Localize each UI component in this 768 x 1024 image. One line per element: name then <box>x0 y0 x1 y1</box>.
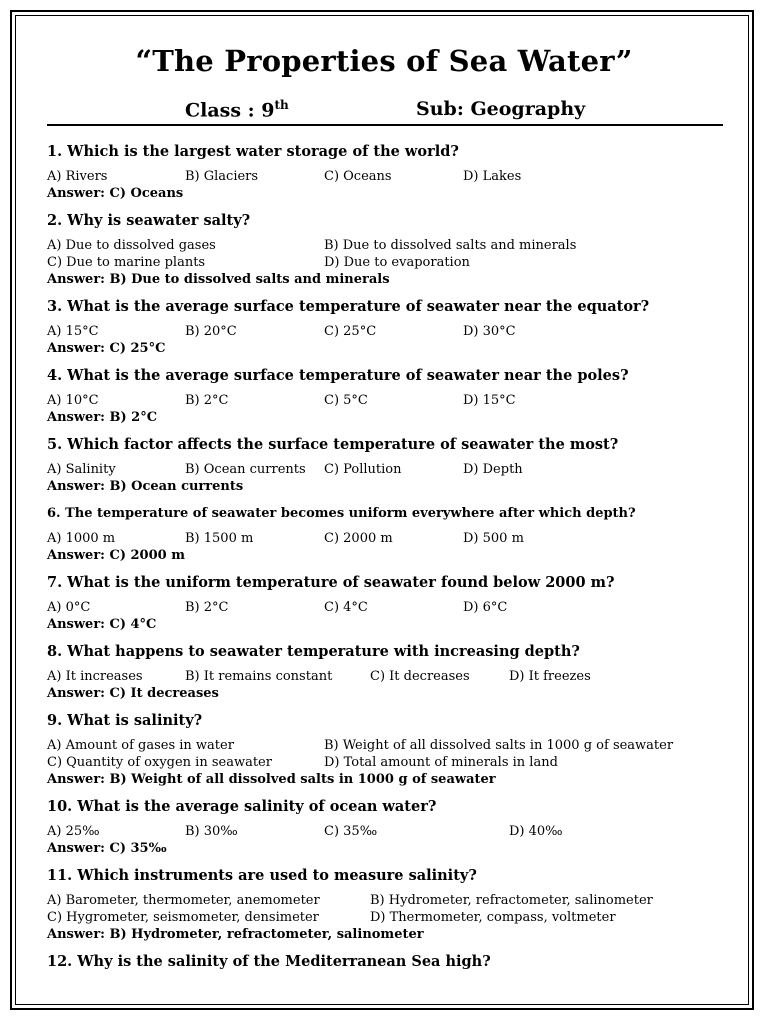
question-4 <box>47 367 727 426</box>
question-text: 11. Which instruments are used to measure salinity? <box>47 867 477 884</box>
answer: Answer: B) Hydrometer, refractometer, salinometer <box>47 927 424 942</box>
option-a: A) It increases <box>47 669 143 684</box>
option-b: B) Hydrometer, refractometer, salinometer <box>370 893 653 908</box>
question-1 <box>47 143 727 202</box>
option-a: A) 15°C <box>47 324 99 339</box>
option-c: C) Quantity of oxygen in seawater <box>47 755 272 770</box>
question-3 <box>47 298 727 357</box>
answer: Answer: C) It decreases <box>47 686 219 701</box>
question-text: 1. Which is the largest water storage of the world? <box>47 143 459 160</box>
option-c: C) Due to marine plants <box>47 255 206 270</box>
option-c: C) Hygrometer, seismometer, densimeter <box>47 910 319 925</box>
option-b: B) Due to dissolved salts and minerals <box>324 238 577 253</box>
answer: Answer: C) 25°C <box>47 341 166 356</box>
answer: Answer: C) 4°C <box>47 617 157 632</box>
option-row <box>47 461 727 478</box>
option-d: D) Total amount of minerals in land <box>324 755 558 770</box>
question-7 <box>47 574 727 633</box>
option-row <box>47 668 727 685</box>
question-2 <box>47 212 727 288</box>
question-9 <box>47 712 727 788</box>
answer: Answer: B) Weight of all dissolved salts in 1000 g of seawater <box>47 772 496 787</box>
option-a: A) 10°C <box>47 393 99 408</box>
option-b: B) 1500 m <box>185 531 254 546</box>
option-c: C) 4°C <box>324 600 368 615</box>
option-a: A) Salinity <box>47 462 116 477</box>
option-row <box>47 392 727 409</box>
question-10 <box>47 798 727 857</box>
answer: Answer: C) Oceans <box>47 186 184 201</box>
question-6 <box>47 505 727 564</box>
option-row <box>47 530 727 547</box>
class-label-text: Class : 9 <box>185 99 275 122</box>
option-d: D) Depth <box>463 462 523 477</box>
option-a: A) 25‰ <box>47 824 100 839</box>
option-b: B) Weight of all dissolved salts in 1000 g of seawater <box>324 738 674 753</box>
class-label <box>185 98 289 121</box>
answer: Answer: C) 35‰ <box>47 841 167 856</box>
question-text: 2. Why is seawater salty? <box>47 212 251 229</box>
option-d: D) Due to evaporation <box>324 255 470 270</box>
question-text: 10. What is the average salinity of ocean water? <box>47 798 437 815</box>
option-c: C) Pollution <box>324 462 402 477</box>
option-a: A) Rivers <box>47 169 108 184</box>
question-8 <box>47 643 727 702</box>
option-b: B) 20°C <box>185 324 237 339</box>
option-d: D) 15°C <box>463 393 516 408</box>
option-c: C) It decreases <box>370 669 470 684</box>
option-row <box>47 254 727 271</box>
option-a: A) Barometer, thermometer, anemometer <box>47 893 320 908</box>
option-d: D) Thermometer, compass, voltmeter <box>370 910 616 925</box>
option-row <box>47 823 727 840</box>
question-12 <box>47 953 727 971</box>
option-a: A) Due to dissolved gases <box>47 238 216 253</box>
question-5 <box>47 436 727 495</box>
worksheet-header <box>47 98 723 126</box>
option-c: C) 35‰ <box>324 824 378 839</box>
option-c: C) 25°C <box>324 324 377 339</box>
option-b: B) 2°C <box>185 600 229 615</box>
answer: Answer: C) 2000 m <box>47 548 185 563</box>
option-a: A) 0°C <box>47 600 91 615</box>
option-row <box>47 737 727 754</box>
option-d: D) 6°C <box>463 600 508 615</box>
option-b: B) Ocean currents <box>185 462 306 477</box>
option-c: C) 2000 m <box>324 531 393 546</box>
answer: Answer: B) Ocean currents <box>47 479 244 494</box>
option-row <box>47 909 727 926</box>
option-b: B) It remains constant <box>185 669 333 684</box>
subject-label: Sub: Geography <box>416 98 586 120</box>
option-row <box>47 168 727 185</box>
option-d: D) It freezes <box>509 669 591 684</box>
option-row <box>47 599 727 616</box>
option-d: D) 30°C <box>463 324 516 339</box>
option-b: B) 30‰ <box>185 824 238 839</box>
option-a: A) Amount of gases in water <box>47 738 234 753</box>
question-text: 7. What is the uniform temperature of seawater found below 2000 m? <box>47 574 615 591</box>
answer: Answer: B) Due to dissolved salts and minerals <box>47 272 390 287</box>
option-row <box>47 237 727 254</box>
answer: Answer: B) 2°C <box>47 410 158 425</box>
option-b: B) Glaciers <box>185 169 259 184</box>
question-text: 12. Why is the salinity of the Mediterranean Sea high? <box>47 953 491 970</box>
option-c: C) 5°C <box>324 393 368 408</box>
option-a: A) 1000 m <box>47 531 116 546</box>
option-row <box>47 323 727 340</box>
option-row <box>47 754 727 771</box>
option-d: D) 40‰ <box>509 824 563 839</box>
question-text: 5. Which factor affects the surface temperature of seawater the most? <box>47 436 619 453</box>
option-d: D) 500 m <box>463 531 524 546</box>
question-text: 8. What happens to seawater temperature with increasing depth? <box>47 643 580 660</box>
option-b: B) 2°C <box>185 393 229 408</box>
option-row <box>47 892 727 909</box>
question-list <box>47 143 727 981</box>
question-text: 4. What is the average surface temperature of seawater near the poles? <box>47 367 629 384</box>
option-c: C) Oceans <box>324 169 392 184</box>
class-superscript: th <box>274 98 289 112</box>
question-text: 9. What is salinity? <box>47 712 203 729</box>
option-d: D) Lakes <box>463 169 522 184</box>
question-text: 3. What is the average surface temperature of seawater near the equator? <box>47 298 650 315</box>
worksheet-title: “The Properties of Sea Water” <box>135 44 633 78</box>
question-11 <box>47 867 727 943</box>
question-text: 6. The temperature of seawater becomes uniform everywhere after which depth? <box>47 506 636 521</box>
